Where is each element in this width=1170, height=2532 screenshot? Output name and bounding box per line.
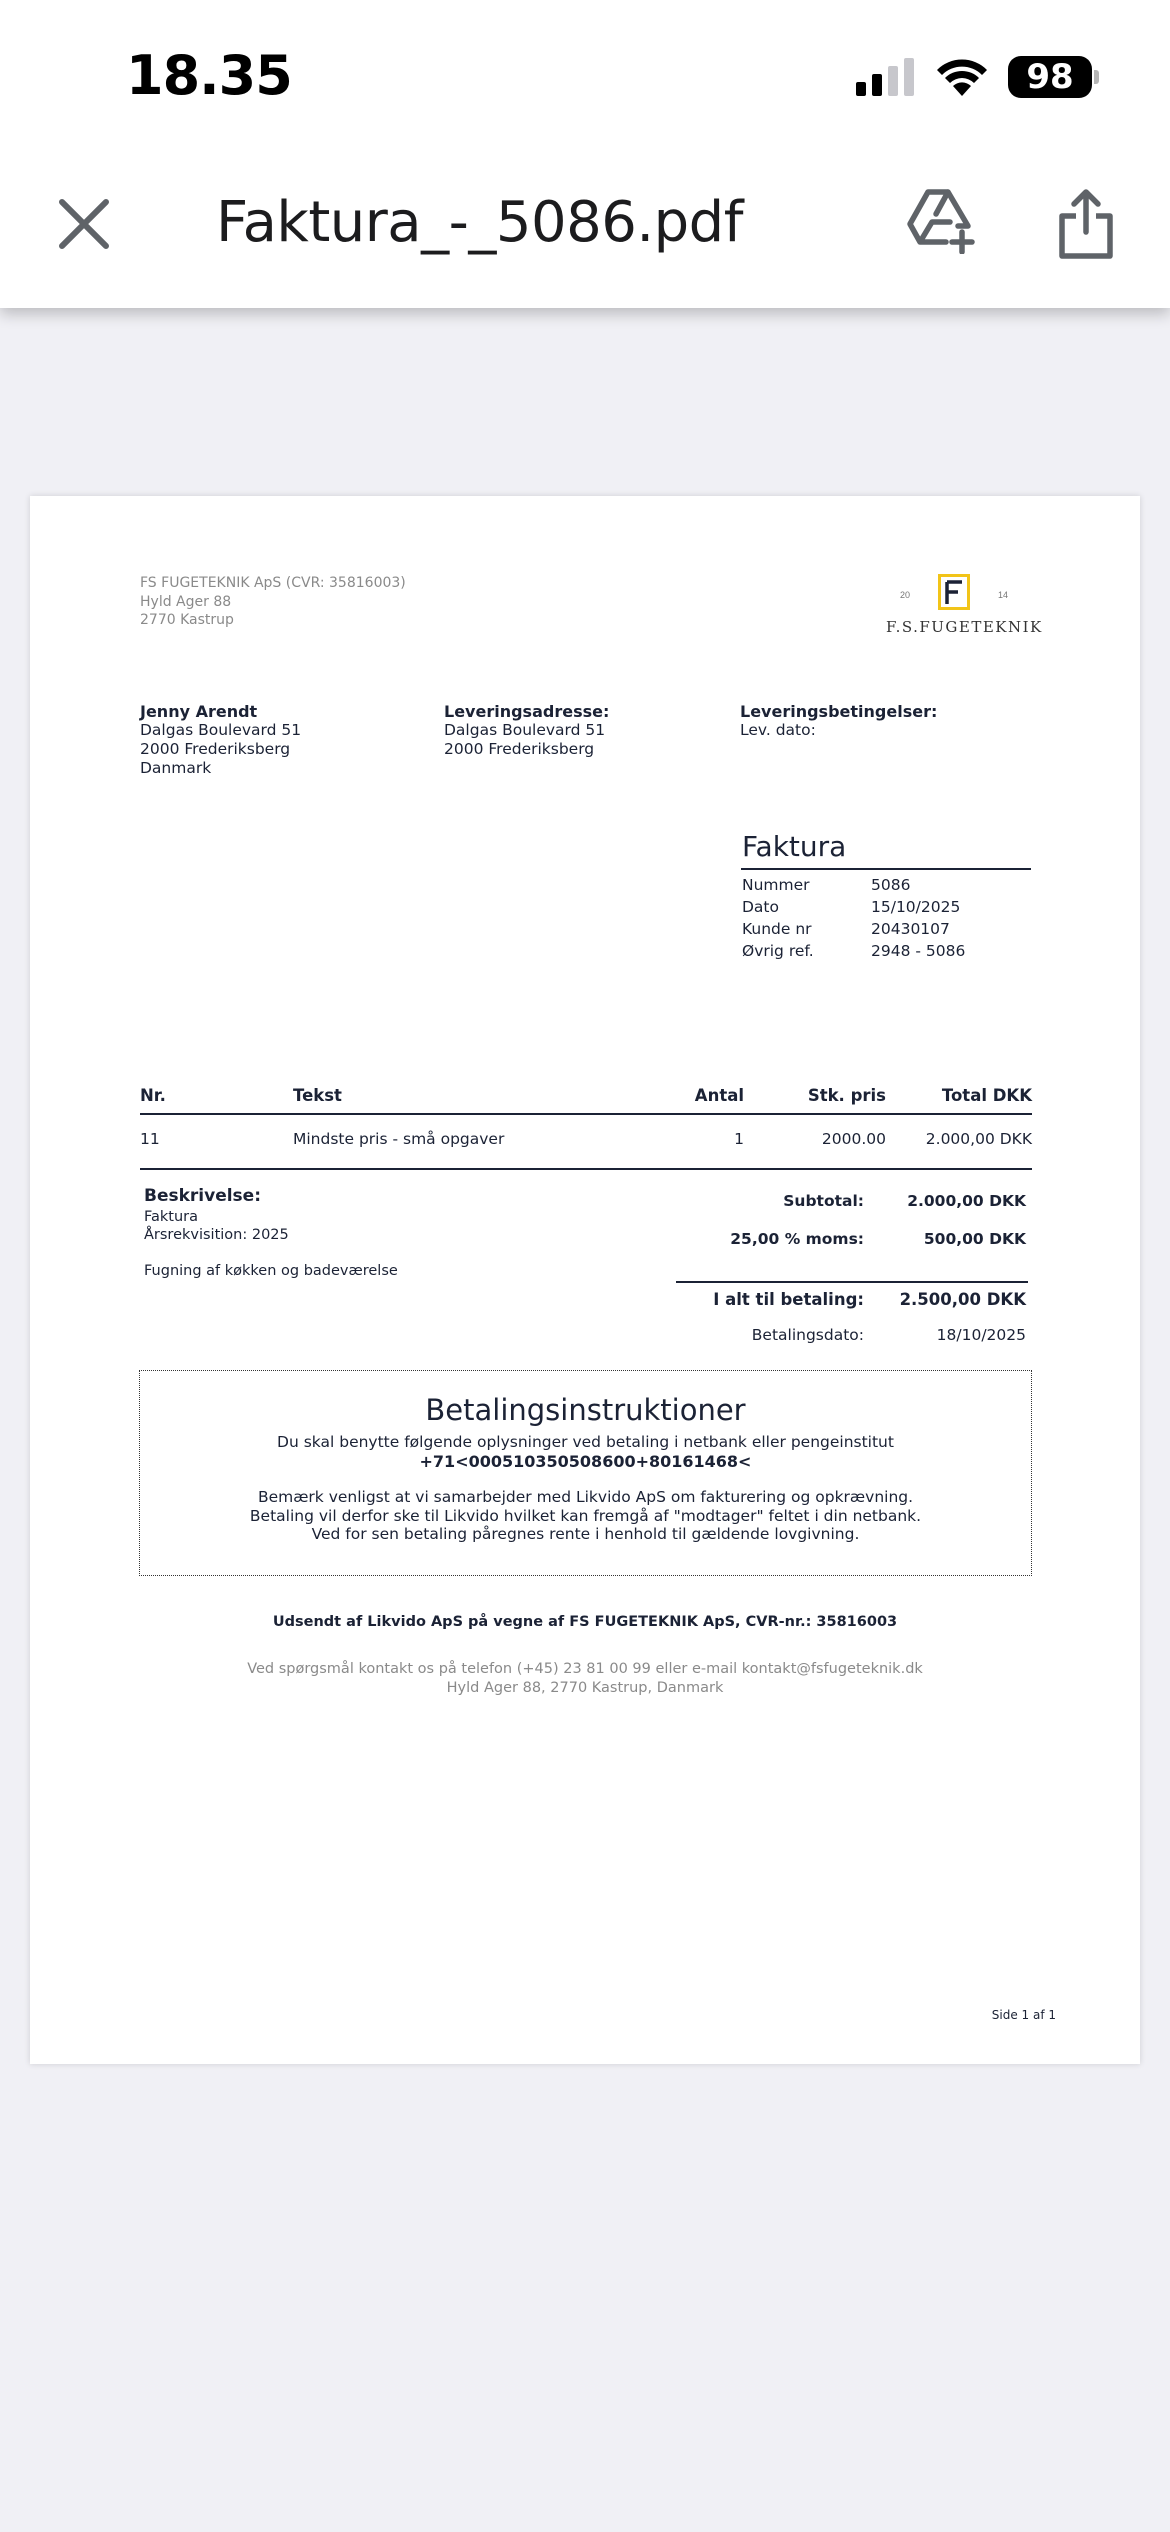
issued-by: Udsendt af Likvido ApS på vegne af FS FUGETEKNIK ApS, CVR-nr.: 35816003: [272, 1614, 898, 1630]
payment-note: Ved for sen betaling påregnes rente i henhold til gældende lovgivning.: [311, 1525, 860, 1543]
seller-line: Hyld Ager 88: [140, 593, 232, 610]
page-number: Side 1 af 1: [991, 2008, 1056, 2022]
document-title: Faktura_-_5086.pdf: [216, 190, 743, 255]
due-date-label: Betalingsdato:: [751, 1326, 864, 1344]
company-logo: [886, 574, 1043, 644]
description-label: Beskrivelse:: [144, 1186, 262, 1206]
logo-year-right: 14: [998, 590, 1009, 600]
add-to-drive-icon[interactable]: [906, 188, 976, 254]
invoice-title: Faktura: [742, 830, 847, 863]
meta-label: Øvrig ref.: [742, 942, 814, 960]
logo-year-left: 20: [900, 590, 911, 600]
meta-label: Nummer: [742, 876, 810, 894]
seller-line: FS FUGETEKNIK ApS (CVR: 35816003): [140, 575, 406, 591]
delivery-street: Dalgas Boulevard 51: [444, 721, 606, 739]
close-icon[interactable]: [56, 196, 112, 252]
customer-name: Jenny Arendt: [140, 702, 258, 721]
payment-note: Betaling vil derfor ske til Likvido hvilket kan fremgå af "modtager" feltet i din netbank.: [249, 1506, 922, 1525]
divider: [741, 868, 1031, 870]
delivery-city: 2000 Frederiksberg: [444, 740, 595, 758]
col-header-antal: Antal: [694, 1086, 744, 1105]
pdf-page[interactable]: [30, 496, 1140, 2064]
payment-note: Bemærk venligst at vi samarbejder med Likvido ApS om fakturering og opkrævning.: [257, 1488, 914, 1506]
logo-name: F.S.FUGETEKNIK: [886, 618, 1043, 636]
col-header-nr: Nr.: [140, 1086, 166, 1105]
cell-antal: 1: [734, 1130, 744, 1148]
delivery-terms: [740, 702, 937, 740]
top-bar: [0, 0, 1170, 308]
share-icon[interactable]: [1056, 188, 1116, 260]
subtotal-label: Subtotal:: [783, 1192, 864, 1210]
meta-label: Dato: [742, 898, 779, 916]
cell-stk-pris: 2000.00: [821, 1130, 886, 1148]
cell-nr: 11: [140, 1130, 160, 1148]
payment-intro: Du skal benytte følgende oplysninger ved betaling i netbank eller pengeinstitut: [277, 1433, 894, 1451]
cellular-signal-icon: [856, 58, 914, 96]
seller-line: 2770 Kastrup: [140, 612, 234, 628]
meta-value: 15/10/2025: [871, 898, 961, 916]
customer-address: [140, 702, 301, 778]
vat-value: 500,00 DKK: [923, 1230, 1026, 1248]
invoice-meta-values: [871, 874, 965, 962]
customer-country: Danmark: [140, 759, 212, 777]
col-header-stk-pris: Stk. pris: [807, 1086, 886, 1105]
table-bottom-divider: [140, 1168, 1032, 1170]
cell-tekst: Mindste pris - små opgaver: [293, 1130, 505, 1148]
meta-value: 5086: [871, 876, 911, 894]
due-date-value: 18/10/2025: [936, 1326, 1026, 1344]
seller-address: [140, 574, 406, 630]
payment-code: +71<000510350508600+80161468<: [419, 1452, 752, 1471]
col-header-total: Total DKK: [941, 1086, 1032, 1105]
vat-label: 25,00 % moms:: [730, 1230, 864, 1248]
meta-value: 2948 - 5086: [871, 942, 966, 960]
customer-city: 2000 Frederiksberg: [140, 740, 291, 758]
col-header-tekst: Tekst: [293, 1086, 342, 1105]
invoice-meta-labels: [742, 874, 814, 962]
subtotal-value: 2.000,00 DKK: [907, 1192, 1026, 1210]
wifi-icon: [936, 56, 988, 96]
totals-divider: [676, 1281, 1028, 1283]
total-label: I alt til betaling:: [713, 1290, 864, 1309]
total-value: 2.500,00 DKK: [899, 1290, 1026, 1309]
meta-label: Kunde nr: [742, 920, 812, 938]
customer-street: Dalgas Boulevard 51: [140, 721, 302, 739]
delivery-address: [444, 702, 609, 759]
description-work: Fugning af køkken og badeværelse: [144, 1263, 398, 1279]
contact-address: Hyld Ager 88, 2770 Kastrup, Danmark: [446, 1679, 724, 1696]
contact-line: Ved spørgsmål kontakt os på telefon (+45) 23 81 00 99 eller e-mail kontakt@fsfugeteknik.dk: [247, 1661, 923, 1677]
cell-total: 2.000,00 DKK: [925, 1130, 1032, 1148]
table-header-divider: [140, 1113, 1032, 1115]
description-text: [144, 1208, 289, 1244]
contact-info: [30, 1660, 1140, 1697]
logo-mark-icon: [938, 574, 970, 610]
description-line: Årsrekvisition: 2025: [144, 1227, 289, 1243]
battery-indicator: 98: [1008, 56, 1092, 98]
battery-tip: [1094, 70, 1099, 84]
delivery-label: Leveringsadresse:: [444, 702, 610, 721]
description-line: Faktura: [144, 1209, 199, 1225]
meta-value: 20430107: [871, 920, 950, 938]
status-time: 18.35: [126, 44, 292, 107]
payment-instructions-box: [139, 1370, 1032, 1576]
terms-label: Leveringsbetingelser:: [740, 702, 938, 721]
payment-title: Betalingsinstruktioner: [425, 1393, 746, 1427]
terms-delivery-date: Lev. dato:: [740, 721, 816, 739]
